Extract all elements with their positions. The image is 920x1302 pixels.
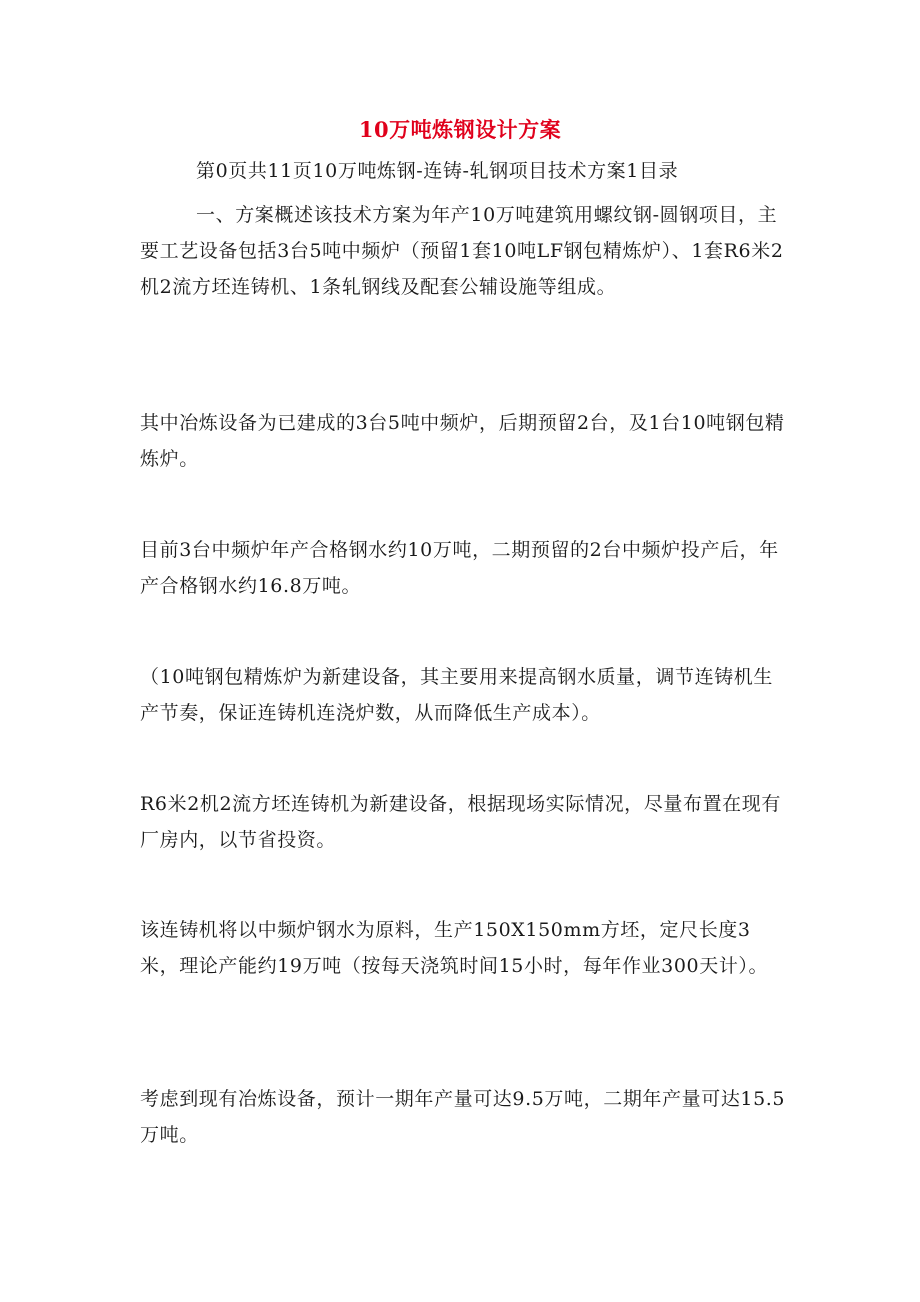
paragraph-caster-capacity: 该连铸机将以中频炉钢水为原料，生产150X150mm方坯，定尺长度3米，理论产能约19万吨（按每天浇筑时间15小时，每年作业300天计）。	[140, 919, 769, 977]
paragraph-annual-output: 考虑到现有冶炼设备，预计一期年产量可达9.5万吨，二期年产量可达15.5万吨。	[140, 1088, 786, 1146]
paragraph-caster-layout: R6米2机2流方坯连铸机为新建设备，根据现场实际情况，尽量布置在现有厂房内，以节省投资。	[140, 793, 781, 851]
toc-line: 第0页共11页10万吨炼钢-连铸-轧钢项目技术方案1目录	[196, 160, 679, 182]
document-title: 10万吨炼钢设计方案	[358, 117, 562, 142]
paragraph-smelting-equipment: 其中冶炼设备为已建成的3台5吨中频炉，后期预留2台，及1台10吨钢包精炼炉。	[140, 412, 785, 470]
paragraph-overview: 一、方案概述该技术方案为年产10万吨建筑用螺纹钢-圆钢项目，主要工艺设备包括3台5吨中频炉（预留1套10吨LF钢包精炼炉）、1套R6米2机2流方坯连铸机、1条轧钢线及配套公辅设施等组成。	[140, 204, 784, 298]
paragraph-lf-furnace: （10吨钢包精炼炉为新建设备，其主要用来提高钢水质量，调节连铸机生产节奏，保证连铸机连浇炉数，从而降低生产成本）。	[140, 666, 773, 724]
paragraph-steel-output: 目前3台中频炉年产合格钢水约10万吨，二期预留的2台中频炉投产后，年产合格钢水约16.8万吨。	[140, 539, 779, 597]
